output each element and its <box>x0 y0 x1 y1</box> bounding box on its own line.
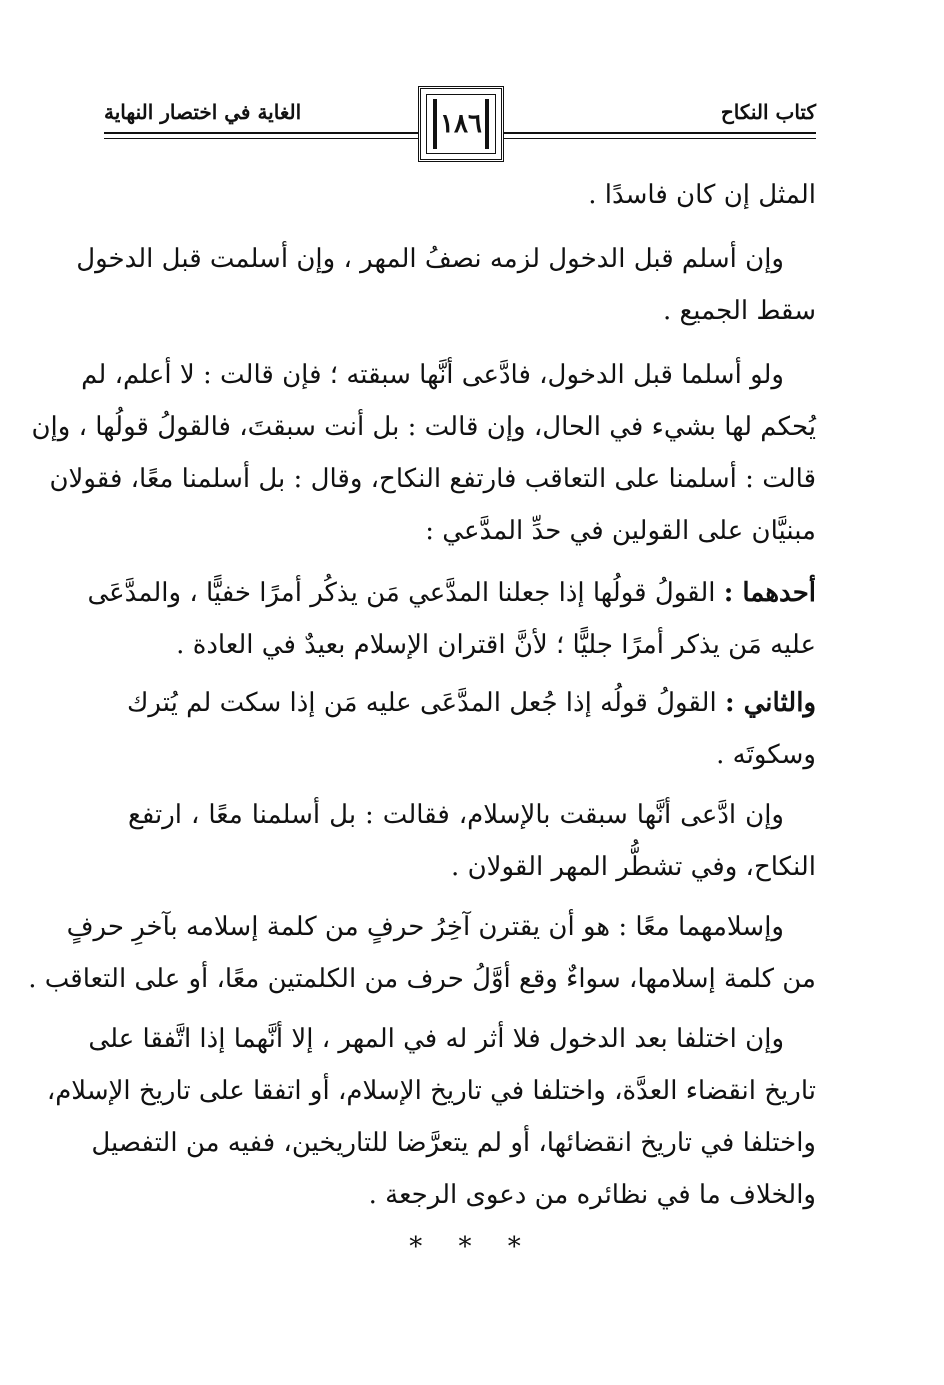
second-opinion-label: والثاني : <box>724 688 816 718</box>
text-line: وإن أسلم قبل الدخول لزمه نصفُ المهر ، وإن أسلمت قبل الدخول <box>76 244 784 274</box>
text-line: ولو أسلما قبل الدخول، فادَّعى أنَّها سبقته ؛ فإن قالت : لا أعلم، لم <box>81 360 784 390</box>
text-line: وإن اختلفا بعد الدخول فلا أثر له في المهر ، إلا أنَّهما إذا اتَّفقا على <box>88 1024 784 1054</box>
book-title: الغاية في اختصار النهاية <box>104 100 302 124</box>
text-line: من كلمة إسلامها، سواءٌ وقع أوَّلُ حرف من الكلمتين معًا، أو على التعاقب . <box>28 964 816 994</box>
text-line: وإسلامهما معًا : هو أن يقترن آخِرُ حرفٍ من كلمة إسلامه بآخرِ حرفٍ <box>66 912 784 942</box>
text-line-body: القولُ قولُها إذا جعلنا المدَّعي مَن يذكُر أمرًا خفيًّا ، والمدَّعَى <box>87 578 716 608</box>
text-line: النكاح، وفي تشطُّر المهر القولان . <box>451 852 816 882</box>
text-line <box>87 578 816 608</box>
text-line-body: القولُ قولُه إذا جُعل المدَّعَى عليه مَن إذا سكت لم يُترك <box>126 688 717 718</box>
page-number-frame <box>418 86 504 162</box>
text-line <box>128 688 816 718</box>
text-line: سقط الجميع . <box>662 296 816 326</box>
text-line: وسكوتَه . <box>716 740 816 770</box>
text-line: واختلفا في تاريخ انقضائها، أو لم يتعرَّضا للتاريخين، ففيه من التفصيل <box>91 1128 816 1158</box>
page-header <box>104 86 816 164</box>
text-line: مبنيَّان على القولين في حدِّ المدَّعي : <box>425 516 816 546</box>
page-number: ١٨٦ <box>440 109 482 139</box>
text-line: المثل إن كان فاسدًا . <box>588 180 816 210</box>
text-line: تاريخ انقضاء العدَّة، واختلفا في تاريخ الإسلام، أو اتفقا على تاريخ الإسلام، <box>46 1076 816 1106</box>
text-line: والخلاف ما في نظائره من دعوى الرجعة . <box>368 1180 816 1210</box>
chapter-title: كتاب النكاح <box>720 100 816 124</box>
text-line: يُحكم لها بشيء في الحال، وإن قالت : بل أنت سبقتَ، فالقولُ قولُها ، وإن <box>31 412 816 442</box>
section-separator: * * * <box>409 1232 535 1262</box>
text-line: قالت : أسلمنا على التعاقب فارتفع النكاح، وقال : بل أسلمنا معًا، فقولان <box>49 464 816 494</box>
text-line: وإن ادَّعى أنَّها سبقت بالإسلام، فقالت : بل أسلمنا معًا ، ارتفع <box>128 800 784 830</box>
first-opinion-label: أحدهما : <box>723 578 816 608</box>
text-line: عليه مَن يذكر أمرًا جليًّا ؛ لأنَّ اقتران الإسلام بعيدٌ في العادة . <box>176 630 816 660</box>
